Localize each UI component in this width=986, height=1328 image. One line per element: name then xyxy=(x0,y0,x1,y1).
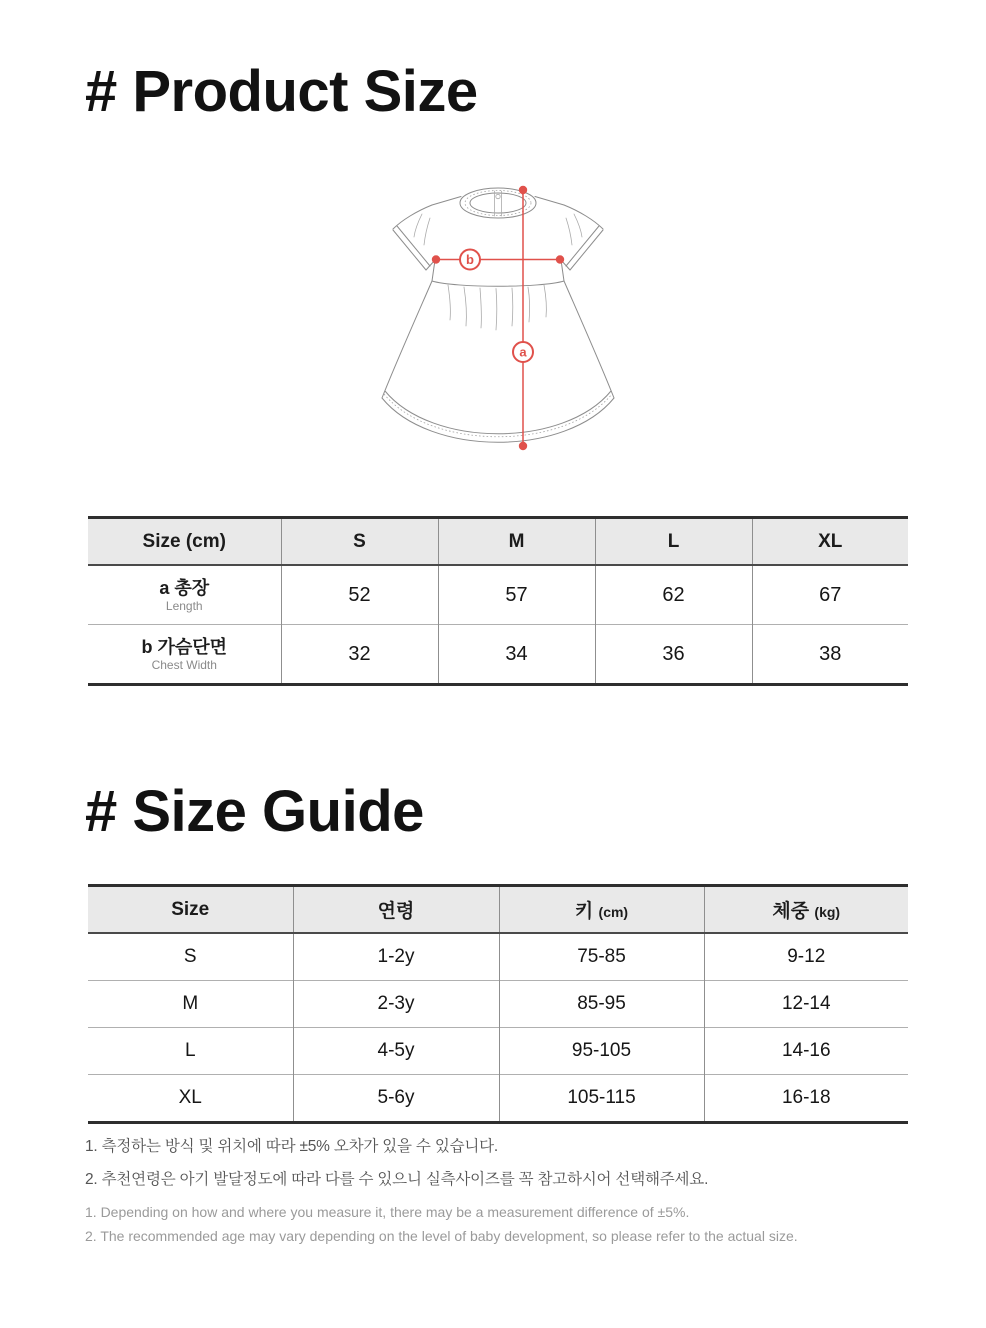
table-row-length xyxy=(88,565,908,625)
size-cell: S xyxy=(183,946,197,967)
left-sleeve xyxy=(393,205,435,270)
chest-value-s: 32 xyxy=(281,625,438,685)
product-size-header-row xyxy=(88,518,908,566)
col-header-height: 키 (cm) xyxy=(499,886,704,934)
dress-measurement-diagram xyxy=(360,170,640,460)
height-cell: 105-115 xyxy=(499,1075,704,1123)
english-notes xyxy=(85,1204,798,1252)
length-value-m: 57 xyxy=(438,565,595,625)
chest-value-l: 36 xyxy=(595,625,752,685)
right-sleeve xyxy=(561,205,603,270)
korean-note-1: 1. 측정하는 방식 및 위치에 따라 ±5% 오차가 있을 수 있습니다. xyxy=(85,1138,499,1155)
product-size-table xyxy=(88,516,908,686)
weight-cell: 14-16 xyxy=(704,1028,908,1075)
age-cell: 2-3y xyxy=(293,981,499,1028)
row-label-chest-width xyxy=(88,625,281,685)
size-cell: XL xyxy=(88,1075,293,1123)
height-unit: (cm) xyxy=(598,904,629,920)
height-cell: 75-85 xyxy=(499,933,704,981)
size-cell: L xyxy=(88,1028,293,1075)
length-value-xl: 67 xyxy=(752,565,908,625)
table-row-chest-width xyxy=(88,625,908,685)
measurement-a xyxy=(513,186,533,450)
age-cell: 5-6y xyxy=(293,1075,499,1123)
chest-value-m: 34 xyxy=(438,625,595,685)
col-header-xl: XL xyxy=(752,518,908,566)
age-cell: 4-5y xyxy=(293,1028,499,1075)
measure-b-right-dot xyxy=(556,255,564,263)
chest-value-xl: 38 xyxy=(752,625,908,685)
size-guide-heading: # Size Guide xyxy=(85,779,424,844)
height-cell: 85-95 xyxy=(499,981,704,1028)
dress-line-art xyxy=(360,170,640,460)
english-note-2: 2. The recommended age may vary depending on the level of baby development, so please refer to the actual size. xyxy=(85,1228,798,1244)
skirt xyxy=(382,281,614,442)
left-shoulder-line xyxy=(432,197,461,206)
korean-notes xyxy=(85,1134,708,1200)
size-guide-table xyxy=(88,884,908,1124)
weight-cell: 9-12 xyxy=(704,933,908,981)
col-header-size-cm: Size (cm) xyxy=(88,518,281,566)
col-header-size: Size xyxy=(88,886,293,934)
measurement-b xyxy=(432,250,564,270)
col-header-age: 연령 xyxy=(293,886,499,934)
size-guide-row-m xyxy=(88,981,908,1028)
measure-a-top-dot xyxy=(519,186,527,194)
length-value-l: 62 xyxy=(595,565,752,625)
english-note-1: 1. Depending on how and where you measure it, there may be a measurement difference of ±5%. xyxy=(85,1204,690,1220)
measure-b-label: b xyxy=(466,252,474,267)
size-guide-row-xl xyxy=(88,1075,908,1123)
size-guide-row-l xyxy=(88,1028,908,1075)
measure-key-a: a xyxy=(159,577,170,598)
col-header-m: M xyxy=(438,518,595,566)
height-cell: 95-105 xyxy=(499,1028,704,1075)
measure-a-label: a xyxy=(519,344,527,360)
right-shoulder-line xyxy=(535,197,564,206)
col-header-weight: 체중 (kg) xyxy=(704,886,908,934)
age-cell: 1-2y xyxy=(293,933,499,981)
weight-cell: 16-18 xyxy=(704,1075,908,1123)
size-guide-row-s xyxy=(88,933,908,981)
measure-key-b: b xyxy=(141,636,153,657)
measure-a-bottom-dot xyxy=(519,442,527,450)
measure-name-en: Chest Width xyxy=(151,657,217,672)
product-size-heading: # Product Size xyxy=(85,59,478,124)
measure-name-ko: 가슴단면 xyxy=(157,636,228,657)
weight-cell: 12-14 xyxy=(704,981,908,1028)
measure-b-left-dot xyxy=(432,255,440,263)
measure-name-ko: 총장 xyxy=(174,577,210,598)
size-cell: M xyxy=(88,981,293,1028)
weight-unit: (kg) xyxy=(814,904,841,920)
col-header-s: S xyxy=(281,518,438,566)
measure-name-en: Length xyxy=(165,598,203,613)
korean-note-2: 2. 추천연령은 아기 발달정도에 따라 다를 수 있으니 실측사이즈를 꼭 참고하시어 선택해주세요. xyxy=(85,1171,709,1188)
col-header-l: L xyxy=(595,518,752,566)
size-guide-header-row xyxy=(88,886,908,934)
row-label-length xyxy=(88,565,281,625)
bodice xyxy=(432,260,564,286)
length-value-s: 52 xyxy=(281,565,438,625)
